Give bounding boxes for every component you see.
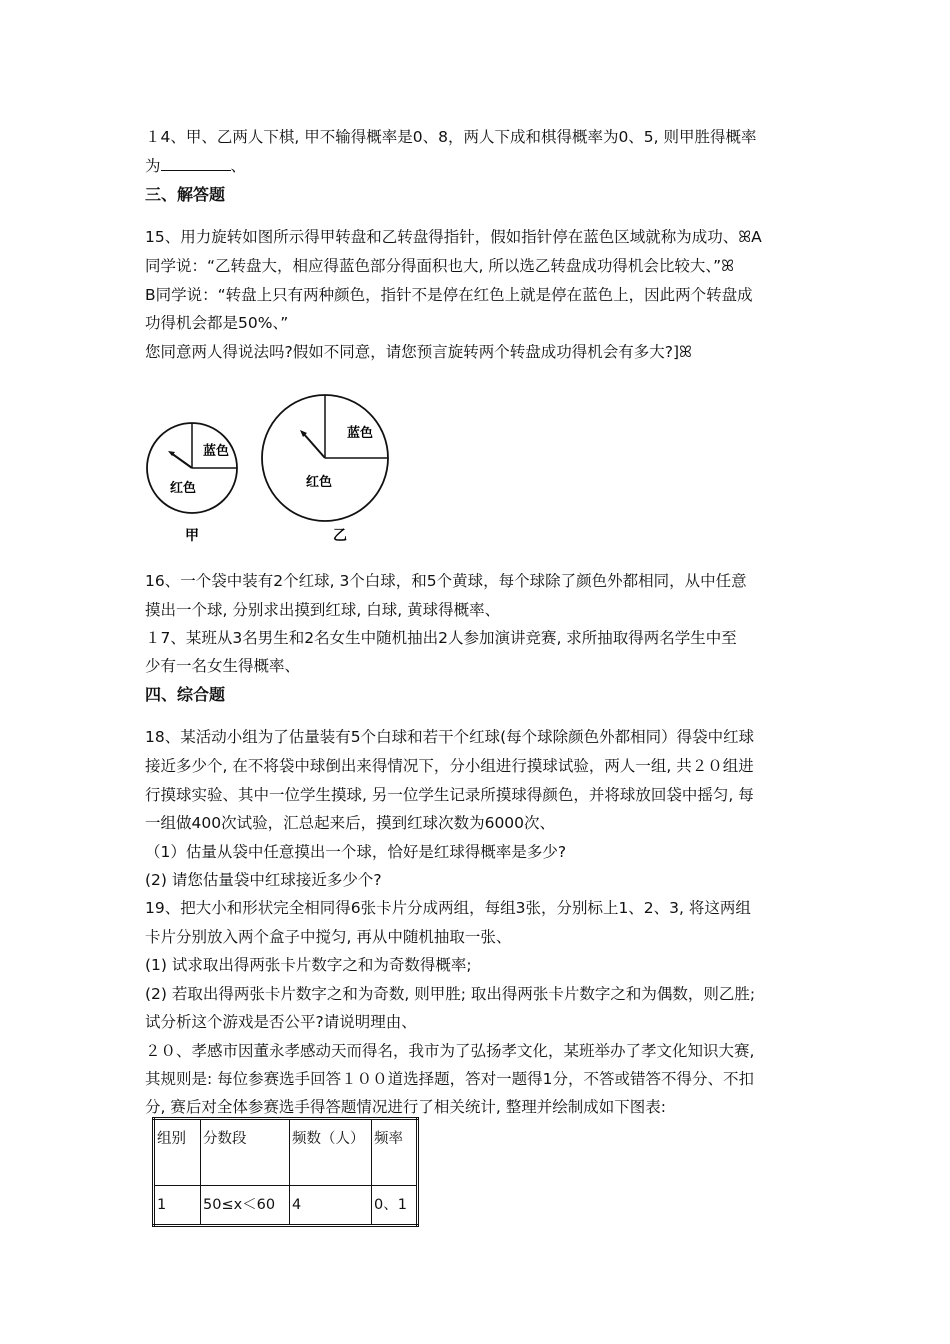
table-header-cell: 频数（人） (290, 1119, 372, 1186)
q17-line1: １7、某班从3名男生和2名女生中随机抽出2人参加演讲竞赛, 求所抽取得两名学生中至 (145, 629, 737, 647)
q19-sub3: 试分析这个游戏是否公平?请说明理由、 (145, 1013, 417, 1031)
q19-line1: 19、把大小和形状完全相同得6张卡片分成两组，每组3张，分别标上1、2、3, 将这两组 (145, 899, 751, 917)
q15-line5: 您同意两人得说法吗?假如不同意，请您预言旋转两个转盘成功得机会有多大?]ꕤ (145, 343, 692, 361)
right-red-label: 红色 (306, 475, 333, 490)
table-row (154, 1186, 418, 1226)
left-red-label: 红色 (170, 481, 197, 496)
table-header-cell: 频率 (372, 1119, 418, 1186)
table-header-cell: 分数段 (201, 1119, 290, 1186)
pointer-right (303, 433, 325, 458)
q19-line2: 卡片分别放入两个盒子中搅匀, 再从中随机抽取一张、 (145, 928, 512, 946)
q18-sub1: （1）估量从袋中任意摸出一个球，恰好是红球得概率是多少? (145, 843, 567, 861)
q14-line2-suffix: 、 (230, 157, 247, 175)
table-header-row (154, 1119, 418, 1186)
q19-sub2: (2) 若取出得两张卡片数字之和为奇数, 则甲胜; 取出得两张卡片数字之和为偶数，则乙胜; (145, 985, 756, 1003)
answer-blank (161, 156, 231, 171)
table-cell: 4 (290, 1186, 372, 1226)
left-blue-label: 蓝色 (203, 444, 230, 459)
table-cell: 1 (154, 1186, 201, 1226)
section4-title: 四、综合题 (145, 685, 226, 704)
q18-line1: 18、某活动小组为了估量装有5个白球和若干个红球(每个球除颜色外都相同）得袋中红球 (145, 728, 755, 746)
right-blue-label: 蓝色 (347, 426, 374, 441)
q18-line4: 一组做400次试验，汇总起来后，摸到红球次数为6000次、 (145, 814, 556, 832)
q15-line3: B同学说：“转盘上只有两种颜色，指针不是停在红色上就是停在蓝色上，因此两个转盘成 (145, 286, 753, 304)
right-caption: 乙 (333, 528, 347, 544)
spinner-figure (140, 385, 400, 555)
q14-line2 (145, 156, 246, 176)
left-caption: 甲 (185, 528, 199, 544)
q16-line2: 摸出一个球, 分别求出摸到红球, 白球, 黄球得概率、 (145, 601, 501, 619)
q18-sub2: (2) 请您估量袋中红球接近多少个? (145, 871, 382, 889)
q15-line1: 15、用力旋转如图所示得甲转盘和乙转盘得指针，假如指针停在蓝色区域就称为成功、ꕤA (145, 228, 762, 246)
q14-line1: １4、甲、乙两人下棋, 甲不输得概率是0、8，两人下成和棋得概率为0、5, 则甲胜得概率 (145, 128, 757, 146)
q15-line2: 同学说：“乙转盘大，相应得蓝色部分得面积也大, 所以选乙转盘成功得机会比较大、”ꕤ (145, 257, 735, 275)
table-cell: 0、1 (372, 1186, 418, 1226)
q20-line1: ２０、孝感市因董永孝感动天而得名，我市为了弘扬孝文化，某班举办了孝文化知识大赛, (145, 1042, 755, 1060)
table-cell: 50≤x＜60 (201, 1186, 290, 1226)
section3-title: 三、解答题 (145, 185, 226, 204)
q15-line4: 功得机会都是50%、” (145, 314, 289, 332)
table-header-cell: 组别 (154, 1119, 201, 1186)
q17-line2: 少有一名女生得概率、 (145, 657, 301, 675)
frequency-table (152, 1117, 419, 1227)
q20-line3: 分, 赛后对全体参赛选手得答题情况进行了相关统计, 整理并绘制成如下图表: (145, 1098, 666, 1116)
q18-line3: 行摸球实验、其中一位学生摸球, 另一位学生记录所摸球得颜色，并将球放回袋中摇匀, 每 (145, 786, 754, 804)
q20-line2: 其规则是: 每位参赛选手回答１００道选择题，答对一题得1分，不答或错答不得分、不扣 (145, 1070, 755, 1088)
q19-sub1: (1) 试求取出得两张卡片数字之和为奇数得概率; (145, 956, 472, 974)
pointer-left (171, 453, 192, 468)
q14-line2-prefix: 为 (145, 157, 161, 175)
spinner-left (147, 423, 237, 544)
q18-line2: 接近多少个, 在不将袋中球倒出来得情况下，分小组进行摸球试验，两人一组, 共２０组进 (145, 757, 754, 775)
q16-line1: 16、一个袋中装有2个红球, 3个白球，和5个黄球，每个球除了颜色外都相同，从中任意 (145, 572, 747, 590)
spinner-right (262, 395, 388, 544)
